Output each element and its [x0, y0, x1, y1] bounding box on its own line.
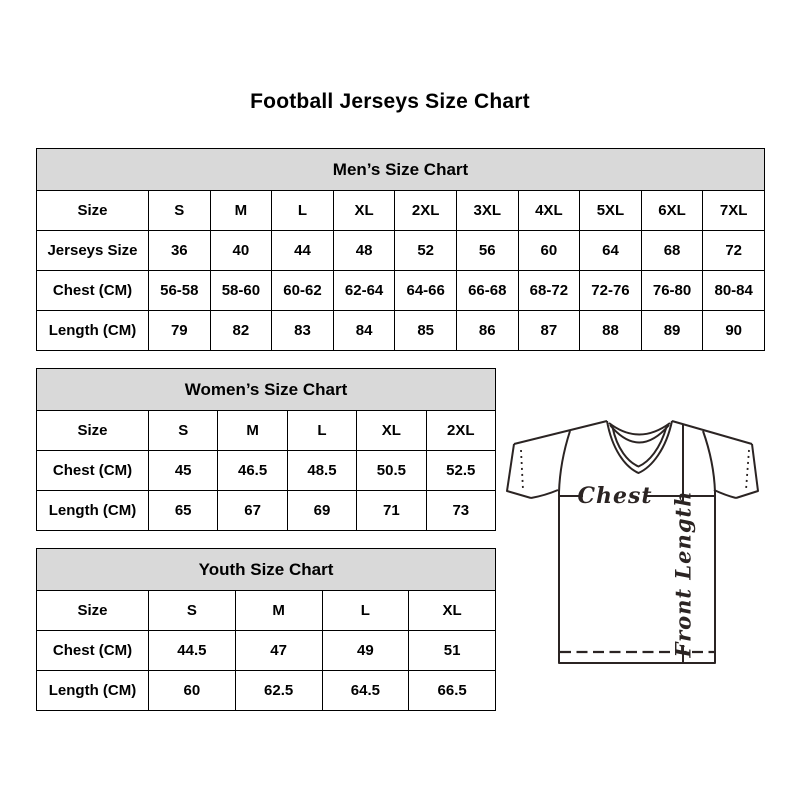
table-cell: XL: [357, 411, 426, 451]
table-cell: 48: [333, 231, 395, 271]
table-cell: L: [287, 411, 356, 451]
table-cell: 44: [272, 231, 334, 271]
jersey-outline: [507, 421, 758, 663]
table-row: [37, 671, 496, 711]
table-title: Youth Size Chart: [37, 549, 496, 591]
table-cell: M: [218, 411, 287, 451]
table-cell: 65: [149, 491, 218, 531]
table-cell: 89: [641, 311, 703, 351]
table-cell: 52.5: [426, 451, 495, 491]
table-cell: 46.5: [218, 451, 287, 491]
row-label-cell: Chest (CM): [37, 271, 149, 311]
table-cell: 45: [149, 451, 218, 491]
youth-size-chart-table: [36, 548, 496, 711]
row-label-cell: Length (CM): [37, 671, 149, 711]
jersey-measurement-diagram: [500, 400, 770, 680]
table-cell: 2XL: [395, 191, 457, 231]
table-cell: 36: [149, 231, 211, 271]
table-cell: 68: [641, 231, 703, 271]
table-cell: 72-76: [580, 271, 642, 311]
table-cell: 60: [149, 671, 236, 711]
table-cell: 86: [456, 311, 518, 351]
table-cell: 3XL: [456, 191, 518, 231]
table-cell: 60-62: [272, 271, 334, 311]
table-cell: 73: [426, 491, 495, 531]
table-cell: 52: [395, 231, 457, 271]
table-row: [37, 411, 496, 451]
table-cell: 79: [149, 311, 211, 351]
table-cell: 62.5: [235, 671, 322, 711]
table-row: [37, 451, 496, 491]
table-title-row: [37, 149, 765, 191]
table-cell: 50.5: [357, 451, 426, 491]
table-cell: 76-80: [641, 271, 703, 311]
womens-size-chart-table: [36, 368, 496, 531]
table-cell: 67: [218, 491, 287, 531]
table-row: [37, 631, 496, 671]
table-row: [37, 191, 765, 231]
table-cell: 69: [287, 491, 356, 531]
chest-label: Chest: [577, 483, 653, 509]
table-cell: XL: [333, 191, 395, 231]
table-cell: M: [235, 591, 322, 631]
row-label-cell: Length (CM): [37, 491, 149, 531]
table-cell: 71: [357, 491, 426, 531]
table-cell: 5XL: [580, 191, 642, 231]
table-cell: 84: [333, 311, 395, 351]
table-row: [37, 311, 765, 351]
front-length-label: Front Length: [670, 490, 696, 658]
table-cell: 6XL: [641, 191, 703, 231]
row-label-cell: Length (CM): [37, 311, 149, 351]
table-cell: 64: [580, 231, 642, 271]
table-cell: 58-60: [210, 271, 272, 311]
table-cell: 44.5: [149, 631, 236, 671]
table-cell: 60: [518, 231, 580, 271]
table-row: [37, 491, 496, 531]
table-cell: 83: [272, 311, 334, 351]
table-cell: S: [149, 591, 236, 631]
table-cell: 90: [703, 311, 765, 351]
table-cell: 40: [210, 231, 272, 271]
table-cell: 7XL: [703, 191, 765, 231]
row-label-cell: Size: [37, 191, 149, 231]
table-cell: 48.5: [287, 451, 356, 491]
table-cell: 49: [322, 631, 409, 671]
table-cell: 4XL: [518, 191, 580, 231]
row-label-cell: Size: [37, 591, 149, 631]
mens-size-chart-table: [36, 148, 765, 351]
table-cell: 62-64: [333, 271, 395, 311]
table-cell: S: [149, 191, 211, 231]
table-cell: XL: [409, 591, 496, 631]
table-cell: 68-72: [518, 271, 580, 311]
table-cell: S: [149, 411, 218, 451]
table-cell: 88: [580, 311, 642, 351]
row-label-cell: Jerseys Size: [37, 231, 149, 271]
table-title: Women’s Size Chart: [37, 369, 496, 411]
table-cell: 85: [395, 311, 457, 351]
table-title-row: [37, 549, 496, 591]
table-row: [37, 231, 765, 271]
table-title-row: [37, 369, 496, 411]
table-cell: 80-84: [703, 271, 765, 311]
table-cell: 64.5: [322, 671, 409, 711]
table-cell: 2XL: [426, 411, 495, 451]
page-title: Football Jerseys Size Chart: [250, 90, 530, 113]
table-cell: L: [272, 191, 334, 231]
table-cell: 51: [409, 631, 496, 671]
table-row: [37, 271, 765, 311]
table-cell: 56-58: [149, 271, 211, 311]
table-cell: 66-68: [456, 271, 518, 311]
table-title: Men’s Size Chart: [37, 149, 765, 191]
row-label-cell: Chest (CM): [37, 451, 149, 491]
table-cell: 66.5: [409, 671, 496, 711]
table-cell: L: [322, 591, 409, 631]
table-cell: 82: [210, 311, 272, 351]
table-cell: 87: [518, 311, 580, 351]
row-label-cell: Chest (CM): [37, 631, 149, 671]
table-cell: 47: [235, 631, 322, 671]
row-label-cell: Size: [37, 411, 149, 451]
table-cell: 56: [456, 231, 518, 271]
table-row: [37, 591, 496, 631]
table-cell: M: [210, 191, 272, 231]
table-cell: 72: [703, 231, 765, 271]
table-cell: 64-66: [395, 271, 457, 311]
